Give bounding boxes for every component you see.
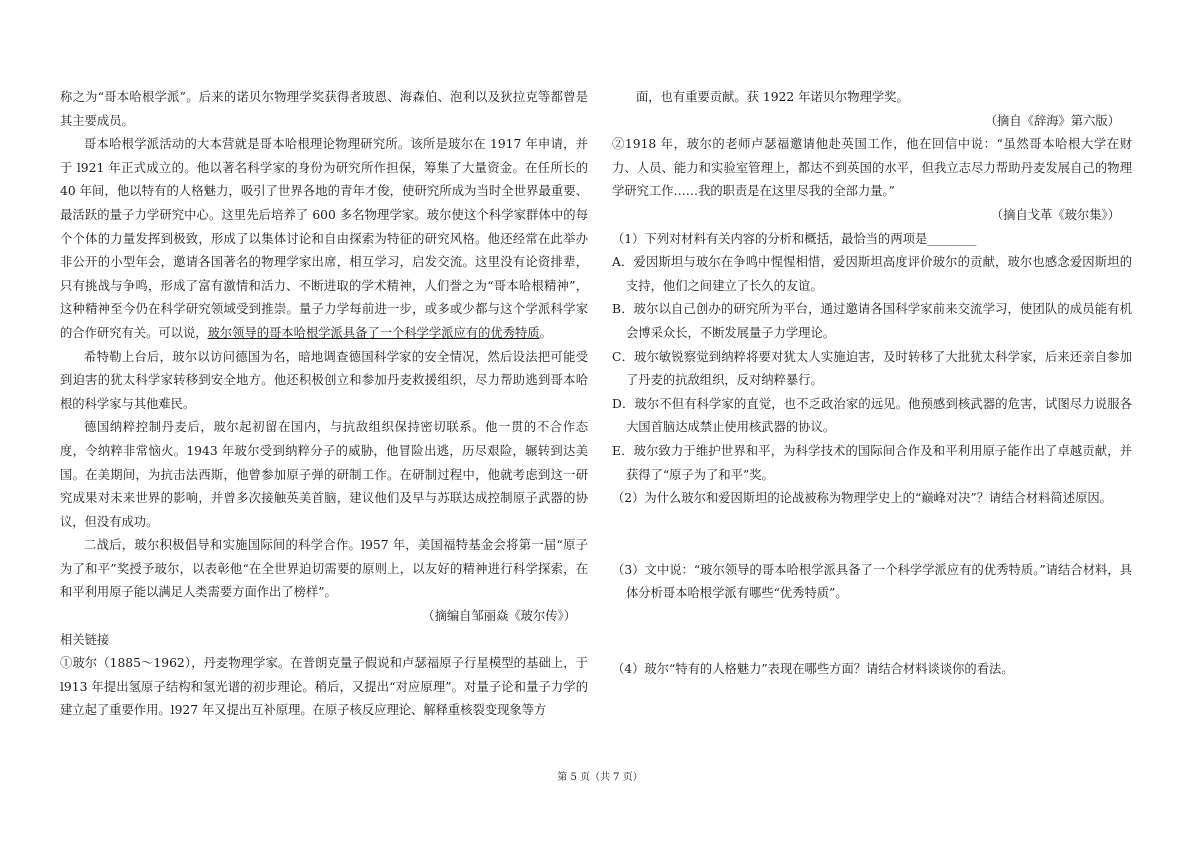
option-e: E．玻尔致力于维护世界和平，为科学技术的国际间合作及和平利用原子能作出了卓越贡献，并获得了“原子为了和平”奖。	[612, 443, 1132, 482]
related-link-1: ①玻尔（1885～1962），丹麦物理学家。在普朗克量子假说和卢瑟福原子行星模型的基础上，于 l913 年提出氢原子结构和氢光谱的初步理论。稍后，又提出“对应原理”。对量子论和量子力学的建立起了重要作用。l927 年又提出互补原理。在原子核反应理论、解释重核裂变现象等方	[60, 656, 588, 718]
paragraph-1: 称之为“哥本哈根学派”。后来的诺贝尔物理学奖获得者玻恩、海森伯、泡利以及狄拉克等都曾是其主要成员。	[60, 90, 588, 128]
paragraph-2-text: 哥本哈根学派活动的大本营就是哥本哈根理论物理研究所。该所是玻尔在 1917 年申请，并于 l921 年正式成立的。他以著名科学家的身份为研究所作担保，筹集了大量资金。在任所长的 40 年间，他以特有的人格魅力，吸引了世界各地的青年才俊，使研究所成为当时全世界最重要、最活跃的量子力学研究中心。这里先后培养了 600 多名物理学家。玻尔使这个科学家群体中的每个个体的力量发挥到极致，形成了以集体讨论和自由探索为特征的研究风格。他还经常在此举办非公开的小型年会，邀请各国著名的物理学家出席，相互学习，启发交流。这里没有论资排辈，只有挑战与争鸣，形成了富有激情和活力、不断进取的学术精神，人们誉之为“哥本哈根精神”，这种精神至今仍在科学研究领域受到推崇。量子力学每前进一步，或多或少都与这个学派科学家的合作研究有关。可以说，	[60, 137, 588, 340]
answer-space-2	[612, 511, 1132, 559]
underlined-sentence: 玻尔领导的哥本哈根学派具备了一个科学学派应有的优秀特质	[207, 325, 540, 340]
paragraph-2-end: 。	[539, 325, 552, 340]
option-d: D．玻尔不但有科学家的直觉，也不乏政治家的远见。他预感到核武器的危害，试图尽力说服各大国首脑达成禁止使用核武器的协议。	[612, 396, 1132, 435]
answer-space-3	[612, 606, 1132, 658]
related-link-2: ②1918 年，玻尔的老师卢瑟福邀请他赴英国工作，他在回信中说：“虽然哥本哈根大学在财力、人员、能力和实验室管理上，都达不到英国的水平，但我立志尽力帮助丹麦发展自己的物理学研究工作……我的职责是在这里尽我的全部力量。”	[612, 137, 1132, 199]
option-b: B．玻尔以自己创办的研究所为平台，通过邀请各国科学家前来交流学习，使团队的成员能有机会博采众长，不断发展量子力学理论。	[612, 302, 1132, 340]
question-4: （4）玻尔“特有的人格魅力”表现在哪些方面？请结合材料谈谈你的看法。	[612, 661, 1014, 676]
source-citation-2: （摘自戈革《玻尔集》）	[990, 207, 1120, 222]
paragraph-2	[60, 133, 588, 345]
related-link-1-continued: 面，也有重要贡献。获 1922 年诺贝尔物理学奖。	[636, 90, 909, 104]
left-column	[60, 86, 588, 723]
source-citation: （摘编自邹丽焱《玻尔传》）	[422, 609, 576, 624]
option-c: C．玻尔敏锐察觉到纳粹将要对犹太人实施迫害，及时转移了大批犹太科学家，后来还亲自参加了丹麦的抗敌组织，反对纳粹暴行。	[612, 349, 1132, 388]
paragraph-4: 德国纳粹控制丹麦后，玻尔起初留在国内，与抗敌组织保持密切联系。他一贯的不合作态度，令纳粹非常恼火。1943 年玻尔受到纳粹分子的威胁，他冒险出逃，历尽艰险，辗转到达美国。在美期间，为抗击法西斯，他曾参加原子弹的研制工作。在研制过程中，他就考虑到这一研究成果对未来世界的影响，并曾多次接触英美首脑，建议他们及早与苏联达成控制原子武器的协议，但没有成功。	[60, 420, 588, 529]
question-1: （1）下列对材料有关内容的分析和概括，最恰当的两项是________	[612, 231, 977, 246]
page-footer: 第 5 页（共 7 页）	[557, 772, 643, 783]
question-2: （2）为什么玻尔和爱因斯坦的论战被称为物理学史上的“巅峰对决”？请结合材料简述原因。	[612, 491, 1112, 506]
option-a: A．爱因斯坦与玻尔在争鸣中惺惺相惜，爱因斯坦高度评价玻尔的贡献，玻尔也感念爱因斯坦的支持，他们之间建立了长久的友谊。	[612, 255, 1132, 293]
related-links-heading: 相关链接	[60, 632, 110, 647]
paragraph-3: 希特勒上台后，玻尔以访问德国为名，暗地调查德国科学家的安全情况，然后设法把可能受到迫害的犹太科学家转移到安全地方。他还积极创立和参加丹麦救援组织，尽力帮助逃到哥本哈根的科学家与其他难民。	[60, 349, 588, 411]
right-column	[612, 86, 1132, 681]
paragraph-5: 二战后，玻尔积极倡导和实施国际间的科学合作。l957 年，美国福特基金会将第一届“原子为了和平”奖授予玻尔，以表彰他“在全世界迫切需要的原则上，以友好的精神进行科学探索，在和平利用原子能以满足人类需要方面作出了榜样”。	[60, 538, 588, 600]
source-citation-1: （摘自《辞海》第六版）	[984, 113, 1120, 128]
question-3: （3）文中说：“玻尔领导的哥本哈根学派具备了一个科学学派应有的优秀特质。”请结合材料，具体分析哥本哈根学派有哪些“优秀特质”。	[612, 562, 1132, 601]
